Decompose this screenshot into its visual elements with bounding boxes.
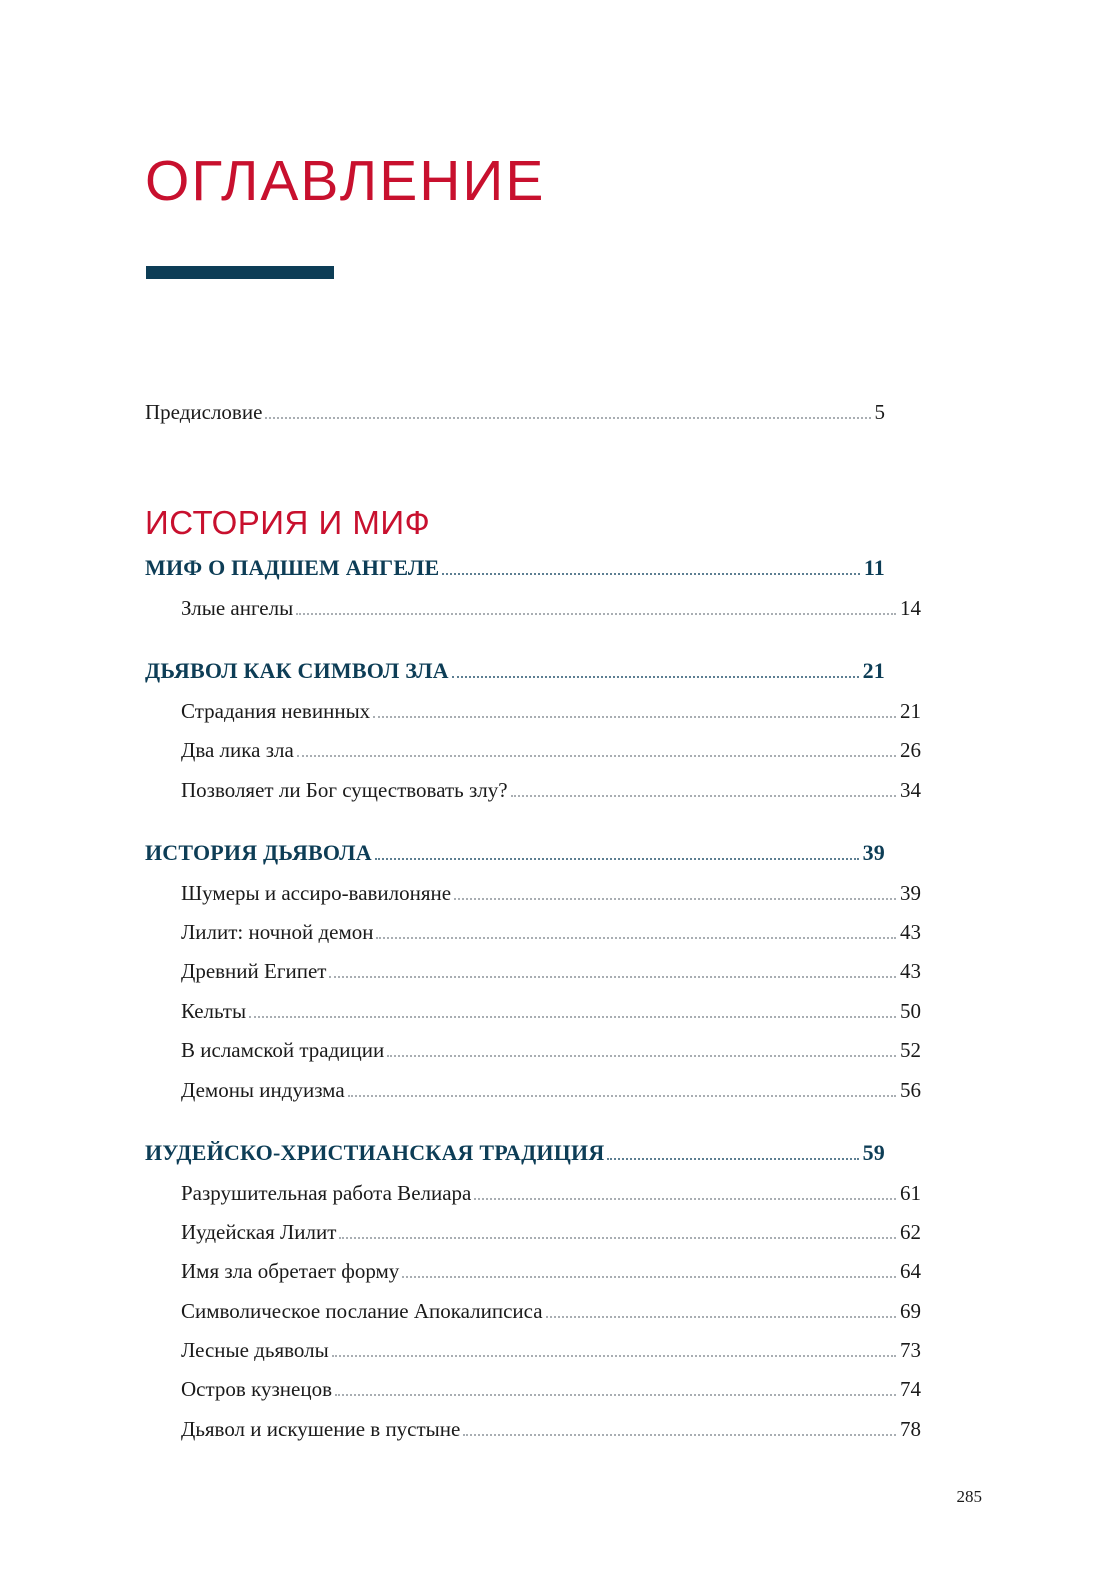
toc-section-page: 73 [900, 1337, 921, 1362]
toc-section-page: 39 [900, 880, 921, 905]
toc-section-label: Символическое послание Апокалипсиса [181, 1298, 543, 1323]
toc-section-page: 26 [900, 738, 921, 763]
toc-group [145, 1138, 921, 1443]
toc-section-label: Злые ангелы [181, 596, 294, 621]
dot-leader [265, 416, 870, 419]
toc-section-page: 43 [900, 920, 921, 945]
toc-section-label: Иудейская Лилит [181, 1219, 337, 1244]
toc-chapter-page: 11 [863, 555, 885, 581]
toc-group [145, 656, 921, 804]
toc-section-page: 64 [900, 1259, 921, 1284]
toc-section-demons-of-hinduism[interactable] [145, 1076, 921, 1104]
toc-section-devil-and-temptation-in-desert[interactable] [145, 1415, 921, 1443]
toc-section-label: Имя зла обретает форму [181, 1259, 400, 1284]
toc-chapter-label: ИСТОРИЯ ДЬЯВОЛА [145, 840, 372, 866]
toc-section-page: 14 [900, 596, 921, 621]
toc-section-page: 43 [900, 959, 921, 984]
dot-leader [463, 1433, 896, 1436]
toc-chapter-label: МИФ О ПАДШЕМ АНГЕЛЕ [145, 555, 440, 581]
dot-leader [402, 1275, 896, 1278]
toc-section-name-of-evil-takes-form[interactable] [145, 1257, 921, 1285]
toc-section-label: В исламской традиции [181, 1038, 385, 1063]
toc-chapter-page: 21 [862, 658, 885, 684]
dot-leader [375, 857, 859, 860]
dot-leader [376, 936, 896, 939]
dot-leader [452, 675, 859, 678]
toc-section-jewish-lilith[interactable] [145, 1218, 921, 1246]
dot-leader [348, 1094, 896, 1097]
toc-chapter-label: ИУДЕЙСКО-ХРИСТИАНСКАЯ ТРАДИЦИЯ [145, 1139, 605, 1165]
dot-leader [329, 975, 896, 978]
toc-group [145, 553, 921, 622]
dot-leader [546, 1315, 896, 1318]
dot-leader [511, 794, 896, 797]
dot-leader [296, 612, 896, 615]
toc-section-label: Дьявол и искушение в пустыне [181, 1416, 461, 1441]
toc-section-label: Разрушительная работа Велиара [181, 1180, 472, 1205]
toc-section-does-god-allow-evil[interactable] [145, 776, 921, 804]
dot-leader [339, 1236, 896, 1239]
toc-chapter-devil-as-symbol-of-evil[interactable] [145, 656, 885, 686]
toc-chapter-label: ДЬЯВОЛ КАК СИМВОЛ ЗЛА [145, 658, 449, 684]
toc-section-label: Кельты [181, 998, 247, 1023]
toc-chapter-history-of-the-devil[interactable] [145, 838, 885, 868]
toc-section-page: 78 [900, 1416, 921, 1441]
toc-section-page: 50 [900, 998, 921, 1023]
toc-section-two-faces-of-evil[interactable] [145, 736, 921, 764]
toc-section-in-islamic-tradition[interactable] [145, 1036, 921, 1064]
toc-section-suffering-of-innocents[interactable] [145, 697, 921, 725]
toc-section-page: 52 [900, 1038, 921, 1063]
toc-entry-label: Предисловие [145, 400, 263, 424]
page-number: 285 [956, 1487, 982, 1506]
toc-section-forest-devils[interactable] [145, 1336, 921, 1364]
dot-leader [332, 1354, 896, 1357]
dot-leader [335, 1393, 896, 1396]
toc-section-celts[interactable] [145, 997, 921, 1025]
toc-section-destructive-work-of-beliar[interactable] [145, 1179, 921, 1207]
dot-leader [387, 1054, 896, 1057]
title-underline-rule [146, 266, 334, 279]
toc-section-page: 69 [900, 1298, 921, 1323]
part-title-history-and-myth: ИСТОРИЯ И МИФ [145, 504, 431, 542]
dot-leader [442, 572, 859, 575]
toc-chapter-page: 39 [862, 840, 885, 866]
toc-section-lilith-night-demon[interactable] [145, 918, 921, 946]
page-title: ОГЛАВЛЕНИЕ [145, 149, 546, 213]
dot-leader [297, 754, 896, 757]
toc-section-label: Лесные дьяволы [181, 1337, 329, 1362]
dot-leader [454, 897, 896, 900]
toc-section-island-of-blacksmiths[interactable] [145, 1375, 921, 1403]
toc-group [145, 838, 921, 1104]
toc-content [145, 398, 921, 1443]
toc-section-label: Два лика зла [181, 738, 294, 763]
toc-section-label: Шумеры и ассиро-вавилоняне [181, 880, 452, 905]
toc-section-page: 74 [900, 1377, 921, 1402]
toc-section-label: Демоны индуизма [181, 1077, 345, 1102]
toc-section-label: Лилит: ночной демон [181, 920, 374, 945]
toc-section-sumerians-assyro-babylonians[interactable] [145, 879, 921, 907]
toc-section-page: 61 [900, 1180, 921, 1205]
dot-leader [474, 1197, 896, 1200]
toc-section-page: 62 [900, 1219, 921, 1244]
toc-entry-page: 5 [874, 400, 885, 424]
toc-chapter-judeo-christian-tradition[interactable] [145, 1138, 885, 1168]
toc-section-evil-angels[interactable] [145, 594, 921, 622]
toc-section-symbolic-message-of-apocalypse[interactable] [145, 1297, 921, 1325]
toc-chapter-page: 59 [862, 1139, 885, 1165]
toc-section-label: Остров кузнецов [181, 1377, 332, 1402]
dot-leader [249, 1015, 896, 1018]
dot-leader [373, 715, 896, 718]
toc-entry-preface[interactable] [145, 398, 885, 426]
toc-section-label: Страдания невинных [181, 699, 371, 724]
toc-section-page: 21 [900, 699, 921, 724]
dot-leader [607, 1157, 858, 1160]
toc-section-page: 56 [900, 1077, 921, 1102]
toc-section-label: Древний Египет [181, 959, 327, 984]
toc-chapter-myth-of-fallen-angel[interactable] [145, 553, 885, 583]
toc-section-ancient-egypt[interactable] [145, 957, 921, 985]
toc-section-label: Позволяет ли Бог существовать злу? [181, 777, 508, 802]
toc-section-page: 34 [900, 777, 921, 802]
